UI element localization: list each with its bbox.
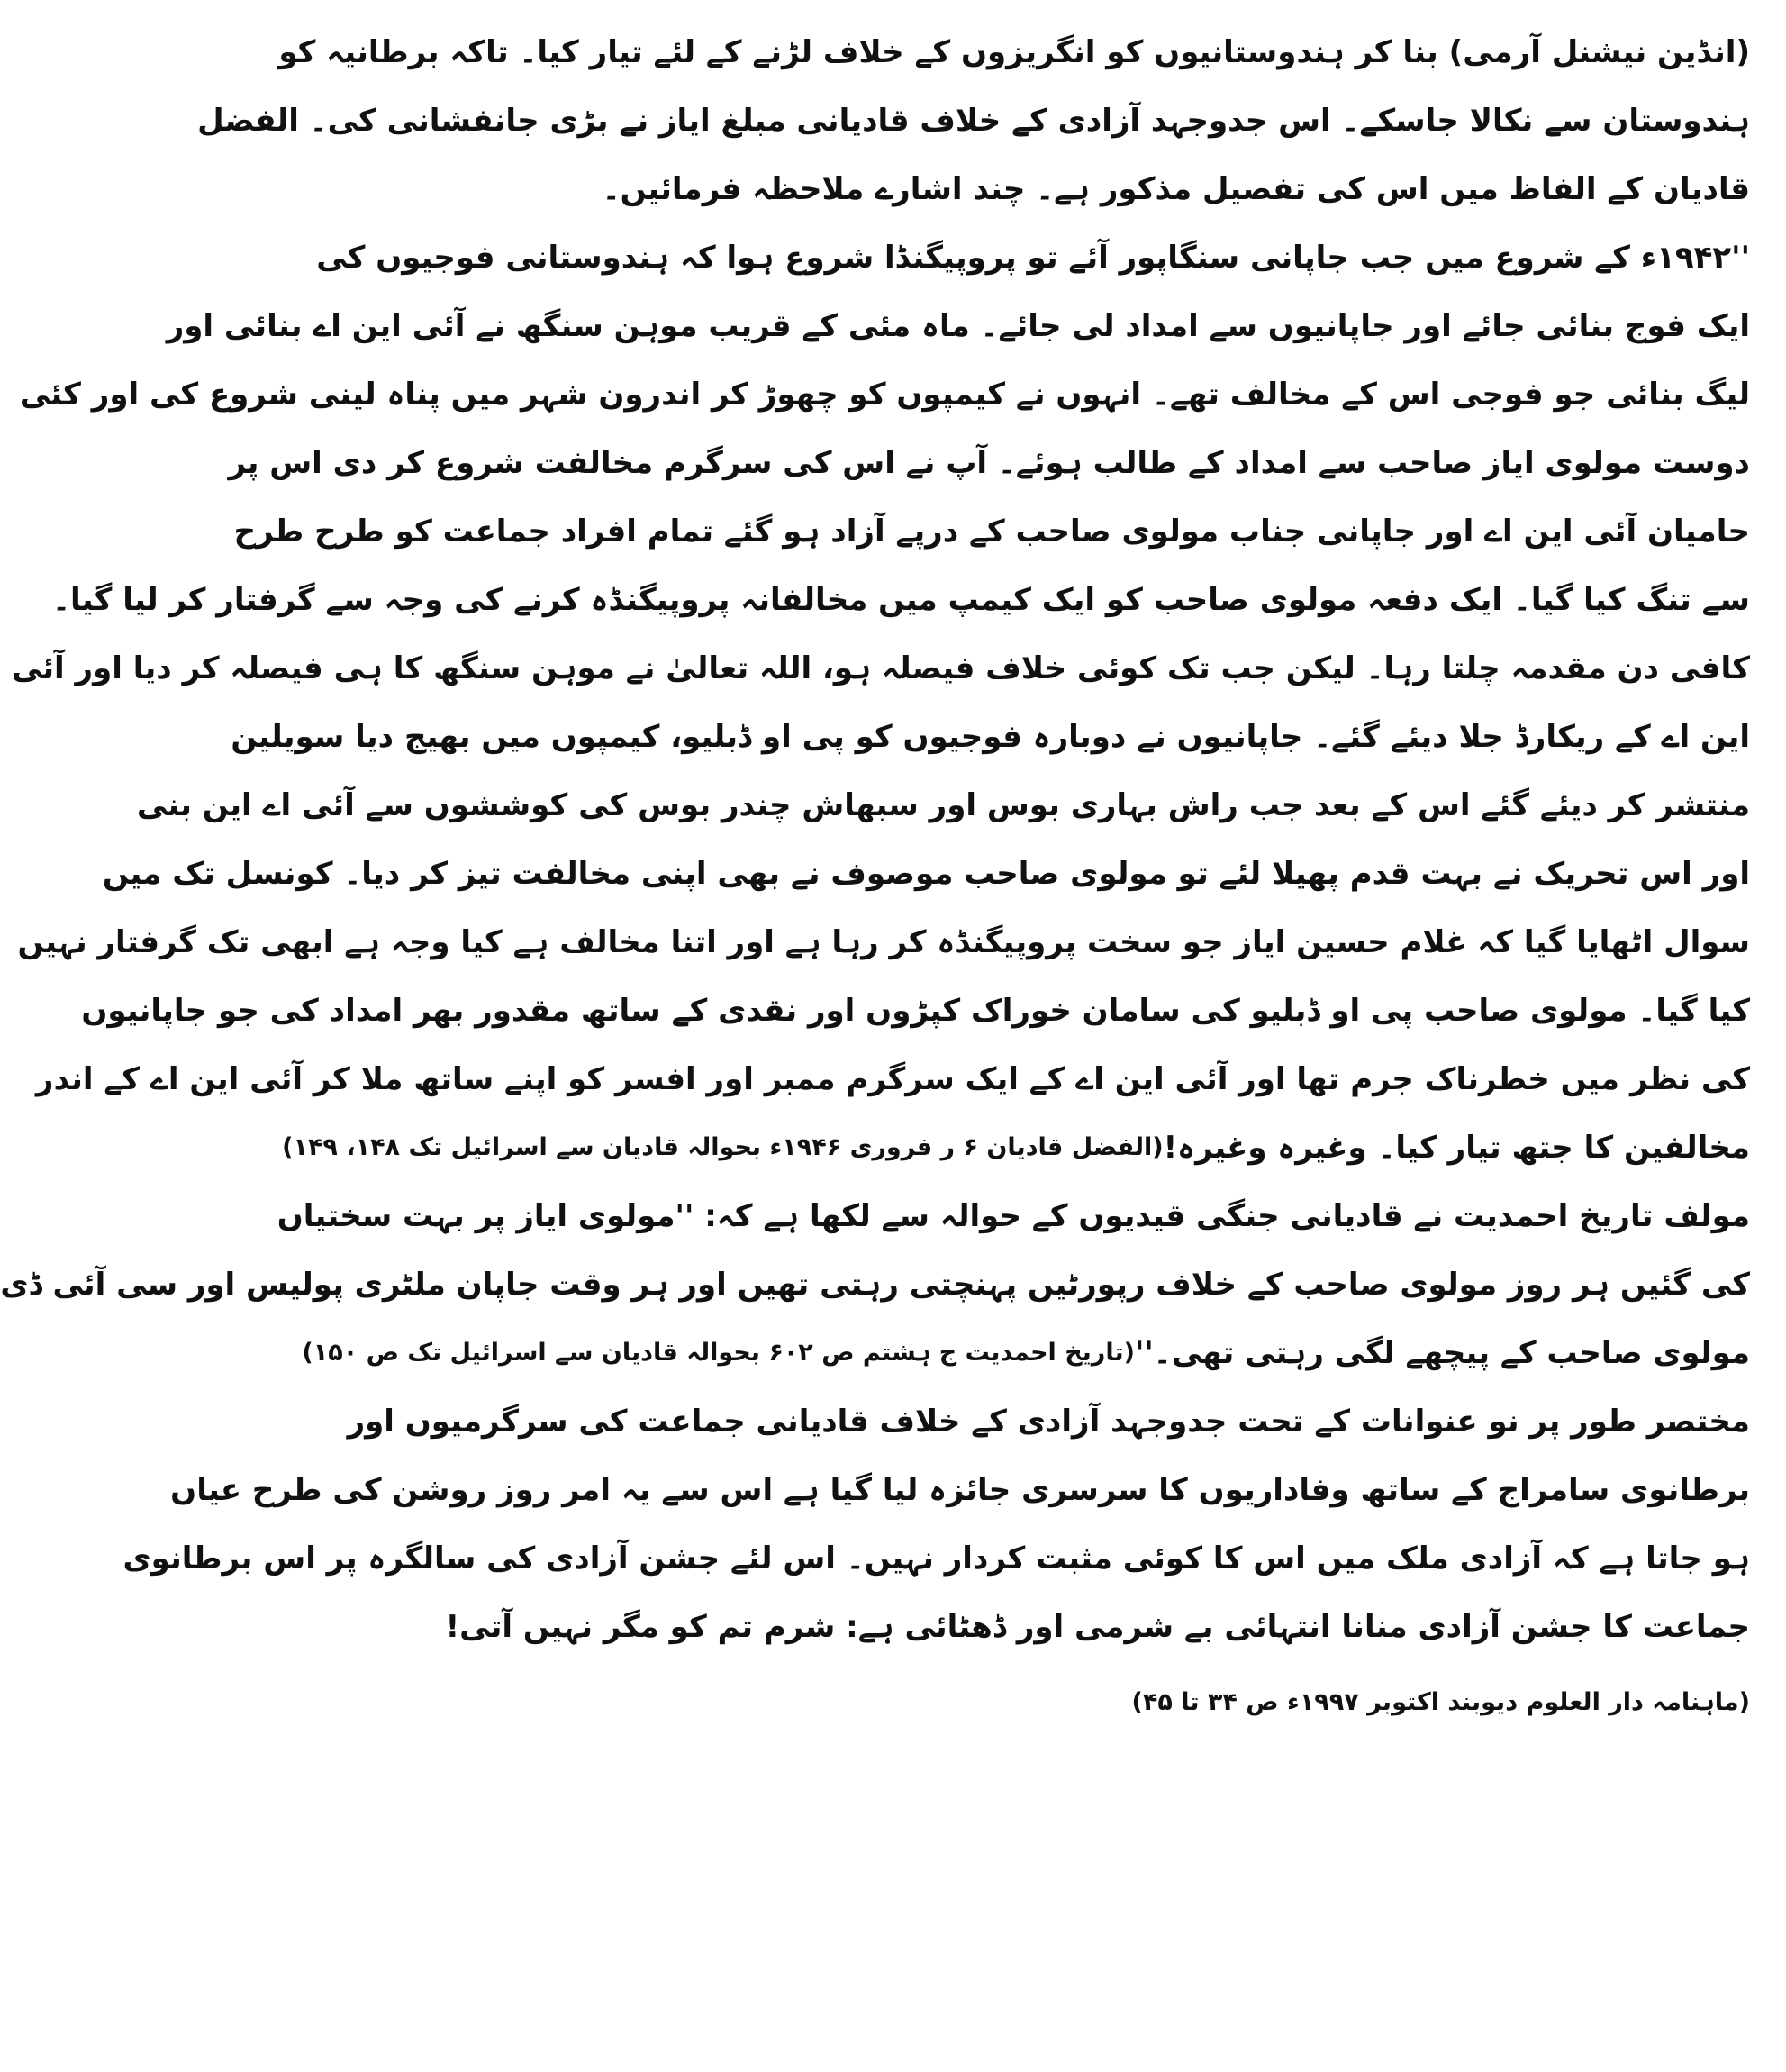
text-line: قادیان کے الفاظ میں اس کی تفصیل مذکور ہے۔ چند اشارے ملاحظہ فرمائیں۔: [602, 171, 1750, 207]
quote-line: سے تنگ کیا گیا۔ ایک دفعہ مولوی صاحب کو ایک کیمپ میں مخالفانہ پروپیگنڈہ کرنے کی وجہ سے گرفتار کر لیا گیا۔: [52, 582, 1750, 618]
spacer: [462, 1661, 1750, 1676]
quote-line: کیا گیا۔ مولوی صاحب پی او ڈبلیو کی سامان خوراک کپڑوں اور نقدی کے ساتھ مقدور بھر امداد کی جو جاپانیوں: [81, 993, 1750, 1029]
conclusion-line: مختصر طور پر نو عنوانات کے تحت جدوجہد آزادی کے خلاف قادیانی جماعت کی سرگرمیوں اور: [347, 1404, 1750, 1440]
conclusion-line: برطانوی سامراج کے ساتھ وفاداریوں کا سرسری جائزہ لیا گیا ہے اس سے یہ امر روز روشن کی طرح عیاں: [170, 1472, 1750, 1508]
quote-line: ایک فوج بنائی جائے اور جاپانیوں سے امداد لی جائے۔ ماہ مئی کے قریب موہن سنگھ نے آئی این اے بنائی اور: [166, 308, 1750, 344]
text-line: مولف تاریخ احمدیت نے قادیانی جنگی قیدیوں کے حوالہ سے لکھا ہے کہ: ''مولوی ایاز پر بہت سختیاں: [277, 1198, 1750, 1234]
quote-line: حامیان آئی این اے اور جاپانی جناب مولوی صاحب کے درپے آزاد ہو گئے تمام افراد جماعت کو طرح طرح: [233, 513, 1750, 550]
quote-end-line: [282, 1113, 1750, 1182]
conclusion-line: ہو جاتا ہے کہ آزادی ملک میں اس کا کوئی مثبت کردار نہیں۔ اس لئے جشن آزادی کی سالگرہ پر اس برطانوی: [122, 1540, 1750, 1577]
citation-alfazl: (الفضل قادیان ۶ ر فروری ۱۹۴۶ء بحوالہ قادیان سے اسرائیل تک ۱۴۸، ۱۴۹): [282, 1133, 1164, 1161]
quote-line: این اے کے ریکارڈ جلا دیئے گئے۔ جاپانیوں نے دوبارہ فوجیوں کو پی او ڈبلیو، کیمپوں میں بھیج دیا سویلین: [231, 719, 1750, 755]
quote-end-line: [302, 1319, 1750, 1387]
citation-tareekh-ahmadiyat: (تاریخ احمدیت ج ہشتم ص ۶۰۲ بحوالہ قادیان سے اسرائیل تک ص ۱۵۰): [302, 1339, 1135, 1367]
quote-end-text: مخالفین کا جتھ تیار کیا۔ وغیرہ وغیرہ!: [1163, 1130, 1750, 1166]
quote-end-text: مولوی صاحب کے پیچھے لگی رہتی تھی۔'': [1134, 1335, 1750, 1371]
quote-line: لیگ بنائی جو فوجی اس کے مخالف تھے۔ انہوں نے کیمپوں کو چھوڑ کر اندرون شہر میں پناہ لینی شروع کی اور کئی: [19, 377, 1750, 413]
text-line: ہندوستان سے نکالا جاسکے۔ اس جدوجہد آزادی کے خلاف قادیانی مبلغ ایاز نے بڑی جانفشانی کی۔ الفضل: [197, 103, 1750, 139]
quote-line: کافی دن مقدمہ چلتا رہا۔ لیکن جب تک کوئی خلاف فیصلہ ہو، اللہ تعالیٰ نے موہن سنگھ کا ہی فیصلہ کر دیا اور آئی: [11, 650, 1750, 686]
quote-line: سوال اٹھایا گیا کہ غلام حسین ایاز جو سخت پروپیگنڈہ کر رہا ہے اور اتنا مخالف ہے کیا وجہ ہے ابھی تک گرفتار نہیں: [17, 924, 1750, 960]
source-citation: (ماہنامہ دار العلوم دیوبند اکتوبر ۱۹۹۷ء ص ۳۴ تا ۴۵): [1131, 1688, 1750, 1716]
text-line: (انڈین نیشنل آرمی) بنا کر ہندوستانیوں کو انگریزوں کے خلاف لڑنے کے لئے تیار کیا۔ تاکہ برطانیہ کو: [278, 34, 1750, 70]
quote-line: دوست مولوی ایاز صاحب سے امداد کے طالب ہوئے۔ آپ نے اس کی سرگرم مخالفت شروع کر دی اس پر: [228, 445, 1750, 481]
quote-line: ''۱۹۴۲ء کے شروع میں جب جاپانی سنگاپور آئے تو پروپیگنڈا شروع ہوا کہ ہندوستانی فوجیوں کی: [316, 240, 1750, 276]
text-line: کی گئیں ہر روز مولوی صاحب کے خلاف رپورٹیں پہنچتی رہتی تھیں اور ہر وقت جاپان ملٹری پولیس اور سی آئی ڈی: [0, 1267, 1750, 1303]
quote-line: اور اس تحریک نے بہت قدم پھیلا لئے تو مولوی صاحب موصوف نے بھی اپنی مخالفت تیز کر دیا۔ کونسل تک میں: [102, 856, 1750, 892]
quote-line: کی نظر میں خطرناک جرم تھا اور آئی این اے کے ایک سرگرم ممبر اور افسر کو اپنے ساتھ ملا کر آئی این اے کے اندر: [35, 1061, 1750, 1097]
quote-line: منتشر کر دیئے گئے اس کے بعد جب راش بہاری بوس اور سبھاش چندر بوس کی کوششوں سے آئی اے این بنی: [136, 787, 1750, 823]
conclusion-line: جماعت کا جشن آزادی منانا انتہائی بے شرمی اور ڈھٹائی ہے: شرم تم کو مگر نہیں آتی!: [445, 1609, 1750, 1645]
